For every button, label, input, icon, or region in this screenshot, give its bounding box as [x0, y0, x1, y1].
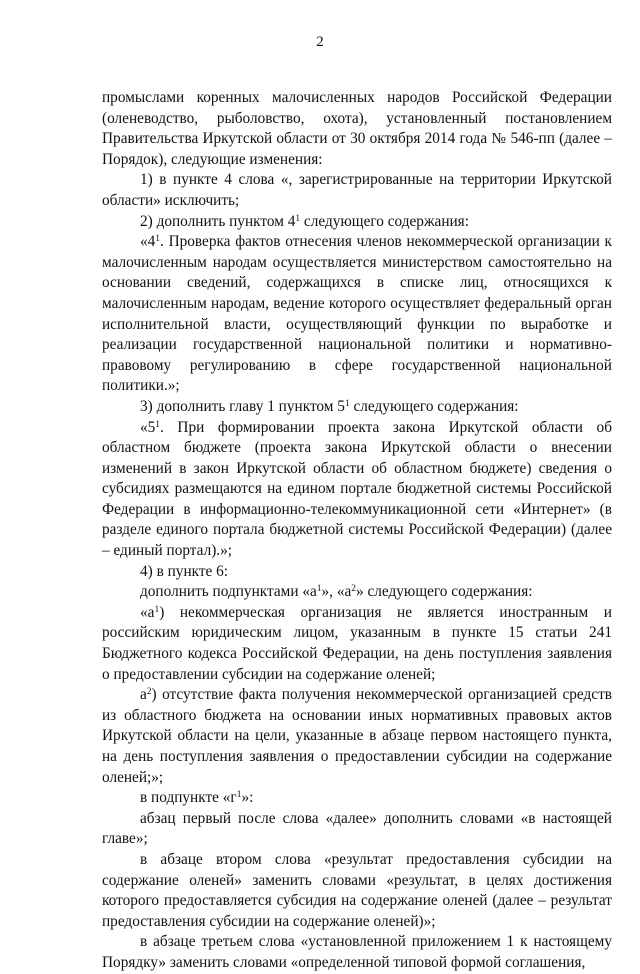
- document-body: [102, 88, 612, 974]
- text-run: » следующего содержания:: [356, 583, 533, 601]
- text-run: 2) дополнить пунктом 4: [140, 212, 296, 230]
- paragraph-p8: [102, 582, 612, 603]
- text-run: в абзаце третьем слова «установленной приложением 1 к настоящему Порядку» заменить словами «определенной типовой формой соглашения,: [102, 933, 612, 971]
- paragraph-p1: [102, 88, 612, 170]
- paragraph-p7: [102, 562, 612, 583]
- paragraph-p5: [102, 397, 612, 418]
- text-run: дополнить подпунктами «а: [140, 583, 317, 601]
- superscript: 2: [146, 687, 152, 698]
- text-run: «5: [140, 418, 156, 436]
- superscript: 1: [316, 584, 322, 595]
- text-run: », «а: [321, 583, 352, 601]
- text-run: 1) в пункте 4 слова «, зарегистрированные на территории Иркутской области» исключить;: [102, 171, 612, 209]
- text-run: в подпункте «г: [140, 789, 237, 807]
- superscript: 1: [155, 419, 161, 430]
- paragraph-p13: [102, 850, 612, 932]
- paragraph-p14: [102, 932, 612, 973]
- text-run: . Проверка фактов отнесения членов некоммерческой организации к малочисленным народам осуществляется министерством самостоятельно на основании сведений, содержащихся в списке лиц, относящихся к малочисленным народам, ведение которого осуществляет федеральный орган исполнительной власти, осуществляющий функции по выработке и реализации государственной национальной политики и нормативно-правовому регулированию в сфере государственной национальной политики.»;: [102, 233, 612, 395]
- text-run: ) отсутствие факта получения некоммерческой организацией средств из областного бюджета на основании иных нормативных правовых актов Иркутской области на цели, указанные в абзаце первом настоящего пункта, на день поступления заявления о предоставлении субсидии на содержание оленей;»;: [102, 686, 612, 786]
- text-run: промыслами коренных малочисленных народов Российской Федерации (оленеводство, рыболовство, охота), установленный постановлением Правительства Иркутской области от 30 октября 2014 года № 546-пп (далее – Порядок), следующие изменения:: [102, 89, 612, 168]
- superscript: 1: [344, 398, 350, 409]
- paragraph-p9: [102, 603, 612, 685]
- superscript: 1: [154, 604, 160, 615]
- text-run: 4) в пункте 6:: [140, 562, 229, 580]
- superscript: 1: [295, 213, 301, 224]
- text-run: в абзаце втором слова «результат предоставления субсидии на содержание оленей» заменить словами «результат, в целях достижения которого предоставляется субсидия на содержание оленей (далее – результат предоставления субсидии на содержание оленей)»;: [102, 850, 612, 930]
- text-run: абзац первый после слова «далее» дополнить словами «в настоящей главе»;: [102, 809, 612, 848]
- superscript: 2: [351, 584, 356, 595]
- text-run: 3) дополнить главу 1 пунктом 5: [140, 397, 345, 415]
- superscript: 1: [155, 233, 161, 244]
- paragraph-p4: [102, 232, 612, 397]
- text-run: »:: [241, 789, 254, 807]
- text-run: следующего содержания:: [349, 397, 519, 415]
- superscript: 1: [236, 789, 242, 800]
- paragraph-p2: [102, 170, 612, 211]
- page-number: 2: [316, 34, 324, 50]
- text-run: «а: [140, 603, 155, 621]
- paragraph-p6: [102, 418, 612, 562]
- text-run: следующего содержания:: [300, 212, 469, 230]
- paragraph-p10: [102, 685, 612, 788]
- text-run: «4: [140, 233, 156, 251]
- paragraph-p3: [102, 212, 612, 233]
- paragraph-p12: [102, 809, 612, 850]
- text-run: а: [140, 686, 147, 704]
- text-run: ) некоммерческая организация не является иностранным и российским юридическим лицом, указанным в пункте 15 статьи 241 Бюджетного кодекса Российской Федерации, на день поступления заявления о предоставлении субсидии на содержание оленей;: [102, 603, 612, 683]
- text-run: . При формировании проекта закона Иркутской области об областном бюджете (проекта закона Иркутской области о внесении изменений в закон Иркутской области об областном бюджете) сведения о субсидиях размещаются на едином портале бюджетной системы Российской Федерации в информационно-телекоммуникационной сети «Интернет» (в разделе единого портала бюджетной системы Российской Федерации) (далее – единый портал).»;: [102, 418, 612, 560]
- paragraph-p11: [102, 788, 612, 809]
